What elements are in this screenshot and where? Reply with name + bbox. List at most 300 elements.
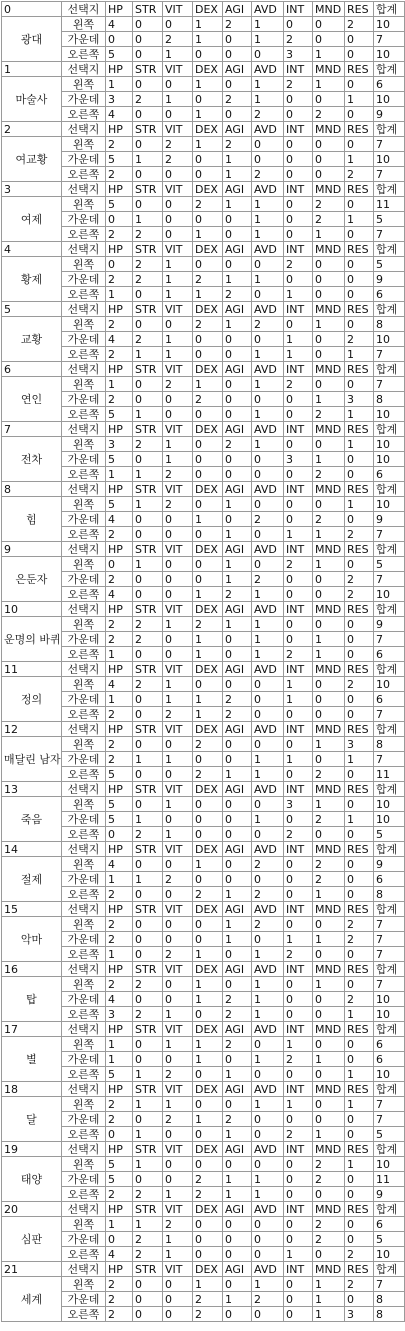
- stat-cell: 0: [163, 77, 193, 92]
- stat-cell: 0: [106, 1127, 133, 1142]
- stat-cell: 0: [345, 647, 374, 662]
- column-header: MND: [313, 2, 345, 17]
- stat-cell: 1: [252, 1277, 284, 1292]
- stat-cell: 1: [252, 1007, 284, 1022]
- stat-cell: 0: [163, 407, 193, 422]
- stat-cell: 0: [193, 1217, 223, 1232]
- stat-cell: 0: [313, 287, 345, 302]
- stat-cell: 0: [252, 392, 284, 407]
- stat-cell: 0: [313, 377, 345, 392]
- stat-cell: 1: [252, 1097, 284, 1112]
- column-header: DEX: [193, 962, 223, 977]
- stat-cell: 1: [223, 317, 252, 332]
- stat-cell: 3: [106, 1007, 133, 1022]
- column-header: RES: [345, 242, 374, 257]
- column-header: AVD: [252, 242, 284, 257]
- total-cell: 7: [374, 947, 405, 962]
- stat-cell: 1: [193, 947, 223, 962]
- card-number: 12: [2, 722, 62, 737]
- stat-cell: 0: [284, 92, 313, 107]
- stat-cell: 2: [193, 392, 223, 407]
- stat-cell: 0: [163, 557, 193, 572]
- stat-cell: 1: [163, 1247, 193, 1262]
- card-header-row: [2, 122, 405, 137]
- stat-cell: 0: [345, 317, 374, 332]
- table-row: [2, 1037, 405, 1052]
- column-header: AGI: [223, 302, 252, 317]
- stat-cell: 0: [223, 392, 252, 407]
- table-row: [2, 992, 405, 1007]
- table-row: [2, 1277, 405, 1292]
- card-name: 전차: [2, 437, 62, 482]
- stat-cell: 1: [313, 227, 345, 242]
- stat-cell: 2: [106, 272, 133, 287]
- column-header: 선택지: [62, 242, 106, 257]
- stat-cell: 0: [193, 212, 223, 227]
- choice-label: 왼쪽: [62, 557, 106, 572]
- table-row: [2, 257, 405, 272]
- column-header: MND: [313, 62, 345, 77]
- choice-label: 가운데: [62, 152, 106, 167]
- total-cell: 6: [374, 1052, 405, 1067]
- column-header: AGI: [223, 182, 252, 197]
- total-cell: 10: [374, 497, 405, 512]
- column-header: RES: [345, 662, 374, 677]
- stat-cell: 0: [284, 317, 313, 332]
- table-row: [2, 1172, 405, 1187]
- column-header: 합계: [374, 422, 405, 437]
- stat-cell: 0: [345, 377, 374, 392]
- column-header: INT: [284, 722, 313, 737]
- stat-cell: 1: [223, 167, 252, 182]
- column-header: 합계: [374, 1082, 405, 1097]
- stat-cell: 0: [284, 17, 313, 32]
- stat-cell: 0: [284, 152, 313, 167]
- choice-label: 가운데: [62, 872, 106, 887]
- stat-cell: 2: [313, 467, 345, 482]
- column-header: DEX: [193, 1262, 223, 1277]
- stat-cell: 0: [163, 572, 193, 587]
- stat-cell: 1: [223, 497, 252, 512]
- column-header: VIT: [163, 782, 193, 797]
- card-name: 탑: [2, 977, 62, 1022]
- column-header: 선택지: [62, 1202, 106, 1217]
- table-row: [2, 767, 405, 782]
- column-header: 합계: [374, 182, 405, 197]
- stat-cell: 0: [284, 272, 313, 287]
- card-number: 3: [2, 182, 62, 197]
- total-cell: 10: [374, 17, 405, 32]
- choice-label: 가운데: [62, 1292, 106, 1307]
- stat-cell: 0: [193, 527, 223, 542]
- total-cell: 7: [374, 527, 405, 542]
- stat-cell: 1: [193, 1277, 223, 1292]
- stat-cell: 0: [133, 917, 163, 932]
- stat-cell: 2: [106, 137, 133, 152]
- stat-cell: 0: [163, 107, 193, 122]
- column-header: AVD: [252, 1142, 284, 1157]
- card-number: 16: [2, 962, 62, 977]
- choice-label: 왼쪽: [62, 737, 106, 752]
- table-row: [2, 527, 405, 542]
- card-number: 5: [2, 302, 62, 317]
- arcana-stat-table: [1, 1, 405, 1322]
- stat-cell: 0: [313, 1097, 345, 1112]
- column-header: DEX: [193, 2, 223, 17]
- column-header: 합계: [374, 1142, 405, 1157]
- stat-cell: 1: [252, 92, 284, 107]
- table-row: [2, 167, 405, 182]
- column-header: AVD: [252, 1022, 284, 1037]
- stat-cell: 2: [163, 497, 193, 512]
- stat-cell: 0: [133, 392, 163, 407]
- stat-cell: 1: [163, 1187, 193, 1202]
- stat-cell: 0: [313, 677, 345, 692]
- stat-cell: 0: [345, 452, 374, 467]
- stat-cell: 2: [284, 647, 313, 662]
- stat-cell: 1: [193, 287, 223, 302]
- stat-cell: 0: [252, 137, 284, 152]
- choice-label: 오른쪽: [62, 827, 106, 842]
- choice-label: 왼쪽: [62, 137, 106, 152]
- column-header: STR: [133, 662, 163, 677]
- column-header: DEX: [193, 1022, 223, 1037]
- stat-cell: 2: [313, 767, 345, 782]
- column-header: AVD: [252, 422, 284, 437]
- stat-cell: 2: [106, 167, 133, 182]
- stat-cell: 2: [284, 257, 313, 272]
- table-row: [2, 1307, 405, 1322]
- column-header: MND: [313, 962, 345, 977]
- total-cell: 10: [374, 437, 405, 452]
- stat-cell: 1: [193, 107, 223, 122]
- total-cell: 10: [374, 1067, 405, 1082]
- stat-cell: 1: [223, 917, 252, 932]
- stat-cell: 0: [313, 617, 345, 632]
- stat-cell: 0: [223, 872, 252, 887]
- choice-label: 가운데: [62, 572, 106, 587]
- total-cell: 10: [374, 92, 405, 107]
- card-header-row: [2, 962, 405, 977]
- stat-cell: 0: [252, 152, 284, 167]
- column-header: RES: [345, 1142, 374, 1157]
- stat-cell: 4: [106, 677, 133, 692]
- stat-cell: 2: [133, 272, 163, 287]
- stat-cell: 0: [223, 812, 252, 827]
- stat-cell: 1: [106, 872, 133, 887]
- stat-cell: 2: [284, 32, 313, 47]
- total-cell: 8: [374, 1292, 405, 1307]
- stat-cell: 0: [163, 737, 193, 752]
- column-header: STR: [133, 902, 163, 917]
- column-header: DEX: [193, 1082, 223, 1097]
- card-number: 20: [2, 1202, 62, 1217]
- column-header: HP: [106, 1262, 133, 1277]
- stat-cell: 2: [133, 617, 163, 632]
- total-cell: 5: [374, 1232, 405, 1247]
- column-header: AVD: [252, 902, 284, 917]
- stat-cell: 1: [313, 1127, 345, 1142]
- card-number: 19: [2, 1142, 62, 1157]
- stat-cell: 2: [106, 347, 133, 362]
- stat-cell: 2: [163, 1067, 193, 1082]
- column-header: AGI: [223, 842, 252, 857]
- choice-label: 오른쪽: [62, 767, 106, 782]
- table-row: [2, 32, 405, 47]
- stat-cell: 3: [284, 47, 313, 62]
- stat-cell: 0: [345, 257, 374, 272]
- column-header: 합계: [374, 302, 405, 317]
- card-header-row: [2, 842, 405, 857]
- column-header: RES: [345, 482, 374, 497]
- total-cell: 11: [374, 1172, 405, 1187]
- stat-cell: 2: [345, 587, 374, 602]
- stat-cell: 2: [106, 317, 133, 332]
- stat-cell: 0: [284, 617, 313, 632]
- column-header: MND: [313, 362, 345, 377]
- column-header: 합계: [374, 1262, 405, 1277]
- stat-cell: 2: [106, 932, 133, 947]
- column-header: VIT: [163, 1022, 193, 1037]
- stat-cell: 1: [223, 1067, 252, 1082]
- column-header: MND: [313, 182, 345, 197]
- card-number: 8: [2, 482, 62, 497]
- total-cell: 7: [374, 932, 405, 947]
- choice-label: 오른쪽: [62, 527, 106, 542]
- stat-cell: 0: [163, 887, 193, 902]
- column-header: STR: [133, 242, 163, 257]
- column-header: RES: [345, 62, 374, 77]
- column-header: AVD: [252, 1202, 284, 1217]
- column-header: 선택지: [62, 422, 106, 437]
- column-header: MND: [313, 1022, 345, 1037]
- column-header: DEX: [193, 662, 223, 677]
- stat-cell: 1: [223, 197, 252, 212]
- stat-cell: 2: [223, 1037, 252, 1052]
- table-body: [2, 2, 405, 1322]
- column-header: DEX: [193, 1202, 223, 1217]
- choice-label: 가운데: [62, 992, 106, 1007]
- choice-label: 가운데: [62, 632, 106, 647]
- stat-cell: 2: [223, 17, 252, 32]
- stat-cell: 0: [313, 167, 345, 182]
- stat-cell: 0: [133, 887, 163, 902]
- stat-cell: 1: [193, 857, 223, 872]
- stat-cell: 2: [252, 107, 284, 122]
- column-header: STR: [133, 1142, 163, 1157]
- stat-cell: 2: [106, 707, 133, 722]
- stat-cell: 1: [313, 527, 345, 542]
- stat-cell: 0: [133, 857, 163, 872]
- card-name: 황제: [2, 257, 62, 302]
- stat-cell: 0: [252, 797, 284, 812]
- column-header: AVD: [252, 2, 284, 17]
- card-name: 심판: [2, 1217, 62, 1262]
- table-row: [2, 887, 405, 902]
- table-row: [2, 1217, 405, 1232]
- column-header: AVD: [252, 662, 284, 677]
- column-header: MND: [313, 1262, 345, 1277]
- column-header: DEX: [193, 362, 223, 377]
- stat-cell: 0: [193, 167, 223, 182]
- stat-cell: 2: [193, 1292, 223, 1307]
- stat-cell: 1: [252, 977, 284, 992]
- stat-cell: 0: [223, 632, 252, 647]
- stat-cell: 0: [345, 137, 374, 152]
- stat-cell: 1: [313, 1052, 345, 1067]
- stat-cell: 2: [284, 947, 313, 962]
- stat-cell: 1: [223, 617, 252, 632]
- choice-label: 가운데: [62, 452, 106, 467]
- column-header: AGI: [223, 662, 252, 677]
- column-header: 합계: [374, 542, 405, 557]
- stat-cell: 0: [252, 1157, 284, 1172]
- card-name: 교황: [2, 317, 62, 362]
- column-header: 합계: [374, 782, 405, 797]
- stat-cell: 0: [133, 32, 163, 47]
- stat-cell: 0: [252, 1127, 284, 1142]
- stat-cell: 0: [313, 272, 345, 287]
- stat-cell: 0: [163, 767, 193, 782]
- column-header: RES: [345, 182, 374, 197]
- column-header: INT: [284, 482, 313, 497]
- choice-label: 왼쪽: [62, 797, 106, 812]
- stat-cell: 2: [133, 1007, 163, 1022]
- stat-cell: 0: [313, 917, 345, 932]
- card-number: 6: [2, 362, 62, 377]
- stat-cell: 0: [284, 1307, 313, 1322]
- stat-cell: 4: [106, 512, 133, 527]
- stat-cell: 0: [252, 332, 284, 347]
- stat-cell: 4: [106, 332, 133, 347]
- card-name: 절제: [2, 857, 62, 902]
- stat-cell: 2: [313, 857, 345, 872]
- stat-cell: 0: [163, 227, 193, 242]
- column-header: VIT: [163, 242, 193, 257]
- table-row: [2, 587, 405, 602]
- stat-cell: 0: [223, 797, 252, 812]
- stat-cell: 0: [252, 1247, 284, 1262]
- stat-cell: 0: [313, 1247, 345, 1262]
- stat-cell: 1: [133, 1217, 163, 1232]
- column-header: DEX: [193, 62, 223, 77]
- stat-cell: 2: [106, 227, 133, 242]
- stat-cell: 1: [223, 557, 252, 572]
- column-header: INT: [284, 782, 313, 797]
- column-header: VIT: [163, 1082, 193, 1097]
- total-cell: 10: [374, 1007, 405, 1022]
- stat-cell: 0: [223, 947, 252, 962]
- stat-cell: 0: [133, 317, 163, 332]
- column-header: STR: [133, 1202, 163, 1217]
- column-header: AVD: [252, 1262, 284, 1277]
- column-header: AGI: [223, 902, 252, 917]
- stat-cell: 1: [163, 617, 193, 632]
- column-header: RES: [345, 1022, 374, 1037]
- stat-cell: 1: [163, 1007, 193, 1022]
- choice-label: 가운데: [62, 932, 106, 947]
- column-header: INT: [284, 842, 313, 857]
- stat-cell: 1: [345, 752, 374, 767]
- stat-cell: 0: [345, 272, 374, 287]
- stat-cell: 2: [345, 1247, 374, 1262]
- stat-cell: 0: [193, 1097, 223, 1112]
- stat-cell: 2: [133, 977, 163, 992]
- stat-cell: 2: [313, 1172, 345, 1187]
- stat-cell: 0: [133, 707, 163, 722]
- stat-cell: 2: [252, 317, 284, 332]
- column-header: AGI: [223, 1082, 252, 1097]
- stat-cell: 2: [193, 317, 223, 332]
- stat-cell: 2: [163, 872, 193, 887]
- stat-cell: 1: [133, 557, 163, 572]
- stat-cell: 1: [252, 587, 284, 602]
- stat-cell: 1: [345, 212, 374, 227]
- stat-cell: 1: [106, 377, 133, 392]
- stat-cell: 1: [193, 647, 223, 662]
- stat-cell: 0: [345, 1172, 374, 1187]
- stat-cell: 1: [284, 932, 313, 947]
- stat-cell: 1: [345, 92, 374, 107]
- stat-cell: 5: [106, 767, 133, 782]
- stat-cell: 0: [223, 32, 252, 47]
- stat-cell: 1: [252, 1187, 284, 1202]
- stat-cell: 1: [163, 332, 193, 347]
- stat-cell: 0: [313, 347, 345, 362]
- stat-cell: 0: [223, 752, 252, 767]
- stat-cell: 2: [106, 1097, 133, 1112]
- column-header: AGI: [223, 1202, 252, 1217]
- column-header: DEX: [193, 482, 223, 497]
- stat-cell: 1: [163, 47, 193, 62]
- column-header: AVD: [252, 962, 284, 977]
- column-header: 합계: [374, 962, 405, 977]
- column-header: 합계: [374, 1202, 405, 1217]
- column-header: 선택지: [62, 1262, 106, 1277]
- column-header: RES: [345, 1262, 374, 1277]
- stat-cell: 1: [193, 32, 223, 47]
- stat-cell: 1: [345, 407, 374, 422]
- stat-cell: 1: [223, 272, 252, 287]
- table-row: [2, 437, 405, 452]
- table-row: [2, 677, 405, 692]
- stat-cell: 0: [284, 392, 313, 407]
- stat-cell: 2: [106, 617, 133, 632]
- total-cell: 10: [374, 407, 405, 422]
- choice-label: 왼쪽: [62, 617, 106, 632]
- stat-cell: 0: [284, 227, 313, 242]
- total-cell: 7: [374, 1112, 405, 1127]
- choice-label: 왼쪽: [62, 977, 106, 992]
- column-header: HP: [106, 662, 133, 677]
- total-cell: 7: [374, 227, 405, 242]
- total-cell: 6: [374, 77, 405, 92]
- stat-cell: 1: [345, 497, 374, 512]
- table-row: [2, 497, 405, 512]
- column-header: 선택지: [62, 542, 106, 557]
- stat-cell: 1: [313, 977, 345, 992]
- stat-cell: 0: [345, 617, 374, 632]
- column-header: STR: [133, 602, 163, 617]
- stat-cell: 2: [313, 107, 345, 122]
- stat-cell: 2: [252, 512, 284, 527]
- stat-cell: 2: [106, 1112, 133, 1127]
- stat-cell: 1: [163, 437, 193, 452]
- stat-cell: 2: [163, 32, 193, 47]
- stat-cell: 2: [223, 1007, 252, 1022]
- stat-cell: 4: [106, 1247, 133, 1262]
- choice-label: 오른쪽: [62, 467, 106, 482]
